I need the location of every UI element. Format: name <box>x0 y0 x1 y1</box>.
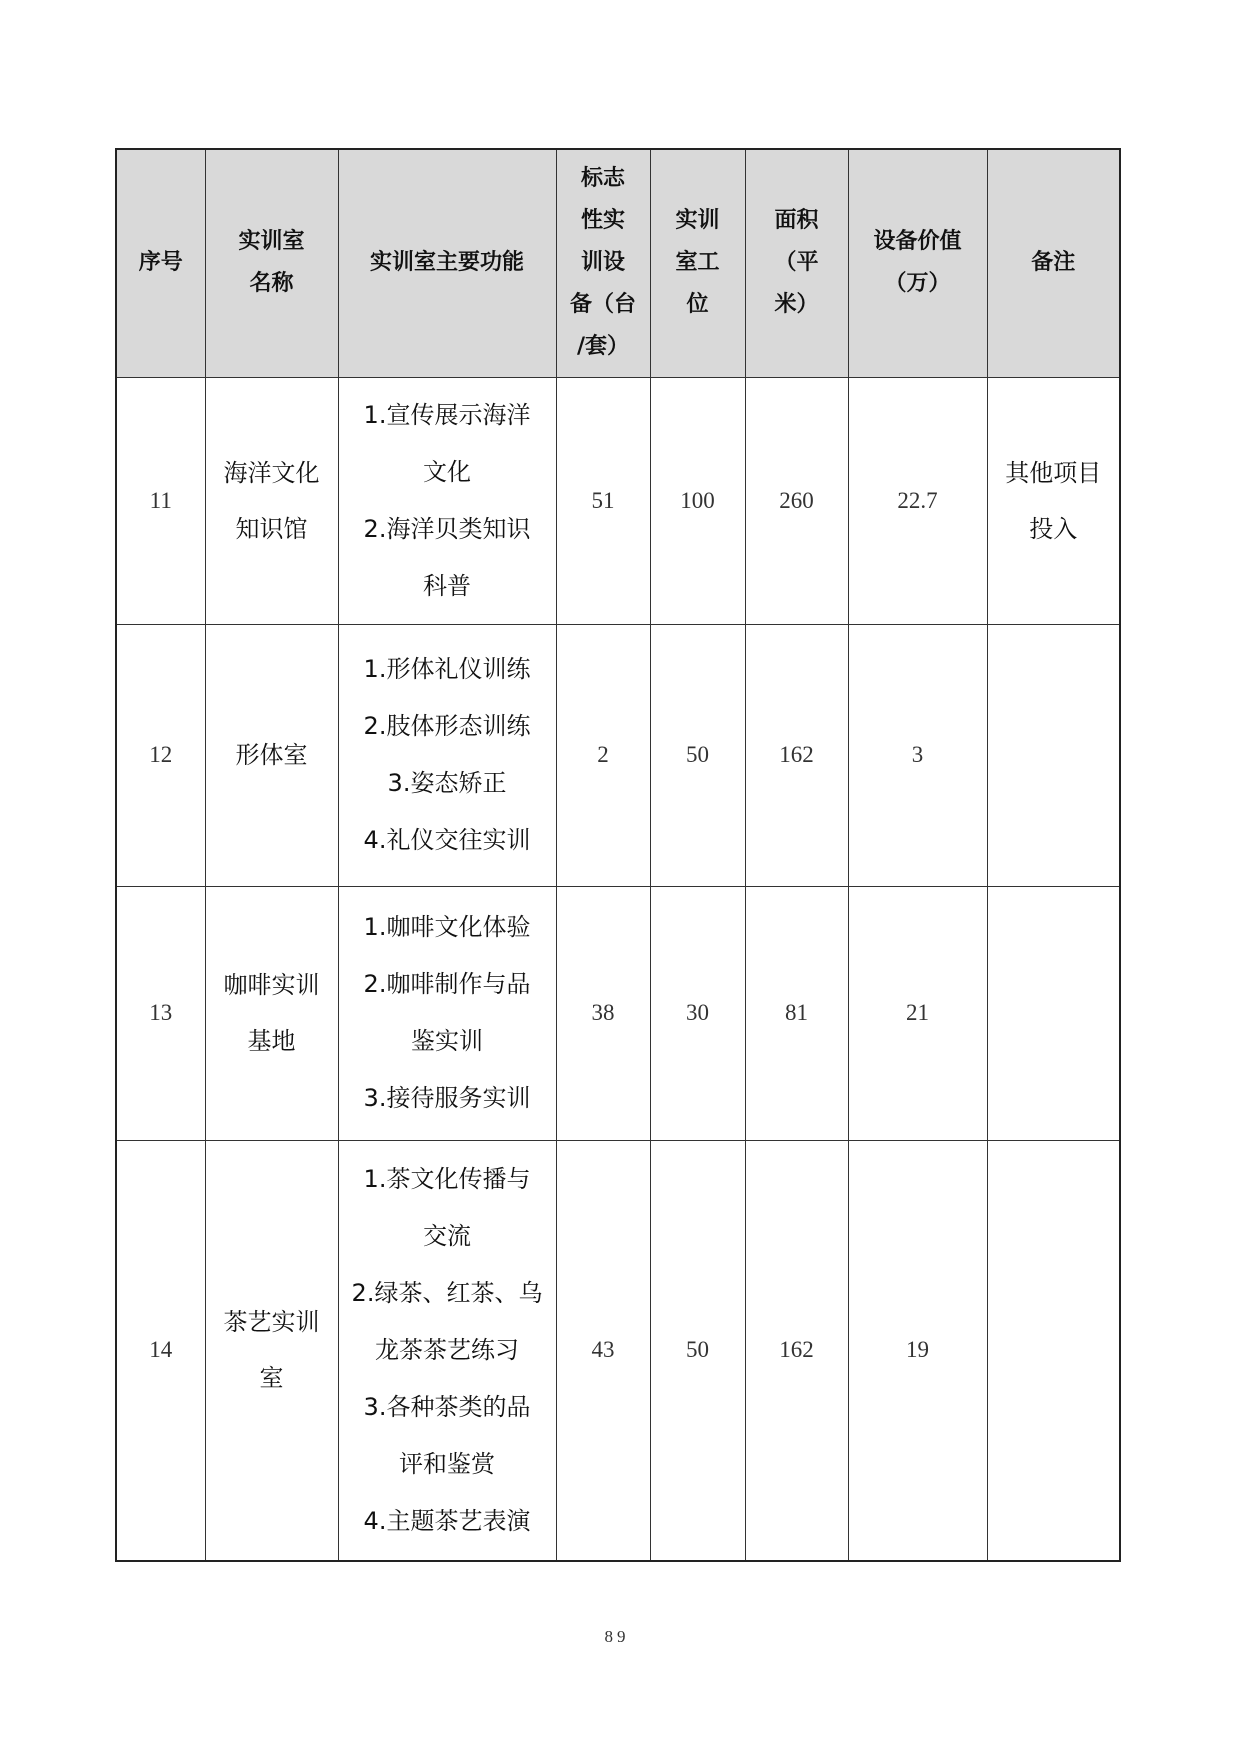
function-item: 2.海洋贝类知识 科普 <box>363 514 531 600</box>
function-item: 1.咖啡文化体验 <box>363 913 531 941</box>
table-header <box>116 149 1120 377</box>
cell-stations: 100 <box>650 377 745 624</box>
cell-equipment: 38 <box>556 886 650 1140</box>
cell-area: 162 <box>745 624 848 886</box>
table-row <box>116 377 1120 624</box>
cell-stations: 30 <box>650 886 745 1140</box>
function-item: 4.礼仪交往实训 <box>363 826 531 854</box>
lab-table <box>115 148 1121 1562</box>
header-cell-note: 备注 <box>987 149 1120 377</box>
cell-value: 21 <box>848 886 987 1140</box>
cell-equipment: 51 <box>556 377 650 624</box>
cell-name: 形体室 <box>205 624 338 886</box>
cell-id: 11 <box>116 377 205 624</box>
cell-area: 260 <box>745 377 848 624</box>
cell-value: 22.7 <box>848 377 987 624</box>
function-item: 1.形体礼仪训练 <box>363 655 531 683</box>
cell-note <box>987 886 1120 1140</box>
cell-functions <box>338 886 556 1140</box>
function-item: 1.茶文化传播与 交流 <box>363 1164 531 1250</box>
function-item: 1.宣传展示海洋 文化 <box>363 400 531 486</box>
function-item: 3.各种茶类的品 评和鉴赏 <box>363 1392 531 1478</box>
header-cell-functions: 实训室主要功能 <box>338 149 556 377</box>
function-item: 3.姿态矫正 <box>387 769 507 797</box>
cell-note: 其他项目 投入 <box>987 377 1120 624</box>
header-cell-stations: 实训 室工 位 <box>650 149 745 377</box>
cell-value: 3 <box>848 624 987 886</box>
cell-note <box>987 1140 1120 1561</box>
cell-name: 海洋文化 知识馆 <box>205 377 338 624</box>
cell-equipment: 2 <box>556 624 650 886</box>
header-cell-name: 实训室 名称 <box>205 149 338 377</box>
cell-area: 162 <box>745 1140 848 1561</box>
table-row <box>116 1140 1120 1561</box>
cell-value: 19 <box>848 1140 987 1561</box>
cell-equipment: 43 <box>556 1140 650 1561</box>
cell-id: 14 <box>116 1140 205 1561</box>
function-item: 2.咖啡制作与品 鉴实训 <box>363 970 531 1055</box>
cell-id: 13 <box>116 886 205 1140</box>
header-cell-area: 面积 （平 米） <box>745 149 848 377</box>
header-cell-id: 序号 <box>116 149 205 377</box>
function-item: 2.绿茶、红茶、乌 龙茶茶艺练习 <box>351 1278 543 1364</box>
header-cell-equipment: 标志 性实 训设 备（台 /套） <box>556 149 650 377</box>
page-number: 89 <box>604 1627 630 1646</box>
cell-name: 咖啡实训 基地 <box>205 886 338 1140</box>
header-row <box>116 149 1120 377</box>
cell-functions <box>338 624 556 886</box>
header-cell-value: 设备价值 （万） <box>848 149 987 377</box>
function-item: 3.接待服务实训 <box>363 1084 531 1112</box>
cell-id: 12 <box>116 624 205 886</box>
cell-stations: 50 <box>650 1140 745 1561</box>
cell-functions <box>338 377 556 624</box>
cell-functions <box>338 1140 556 1561</box>
table-body <box>116 377 1120 1561</box>
table-row <box>116 886 1120 1140</box>
cell-note <box>987 624 1120 886</box>
cell-stations: 50 <box>650 624 745 886</box>
cell-area: 81 <box>745 886 848 1140</box>
cell-name: 茶艺实训 室 <box>205 1140 338 1561</box>
function-item: 4.主题茶艺表演 <box>363 1506 531 1535</box>
function-item: 2.肢体形态训练 <box>363 712 531 740</box>
table-row <box>116 624 1120 886</box>
